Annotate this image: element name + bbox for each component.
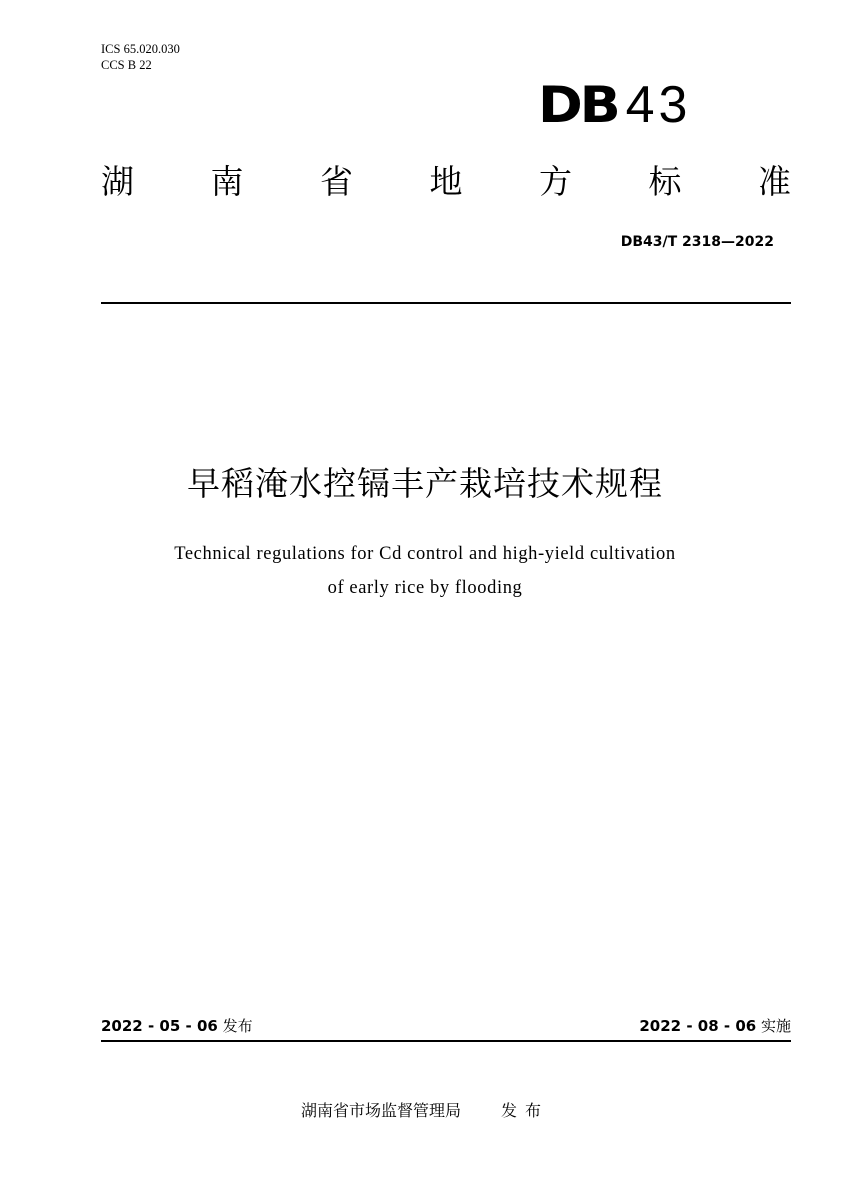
standard-type-heading (101, 160, 791, 204)
standard-type-char: 方 (539, 162, 572, 201)
standard-type-char: 南 (210, 162, 244, 201)
issue-date: 2022 - 05 - 06 (101, 1017, 218, 1035)
standard-type-char: 地 (429, 162, 463, 201)
standard-type-char: 准 (758, 162, 791, 201)
implementation-label: 实施 (760, 1017, 791, 1035)
implementation-date-line (639, 1016, 791, 1036)
document-title-english (0, 537, 850, 605)
ccs-code: CCS B 22 (101, 58, 152, 72)
classification-codes (101, 41, 180, 73)
issuer-organization: 湖南省市场监督管理局 (300, 1101, 461, 1120)
document-title-chinese: 早稻淹水控镉丰产栽培技术规程 (187, 464, 663, 503)
standard-type-char: 省 (320, 162, 353, 201)
standard-code: DB43/T 2318—2022 (620, 234, 774, 250)
bottom-divider (101, 1040, 791, 1042)
issuer-line (0, 1100, 850, 1122)
top-divider (101, 302, 791, 304)
db-logo (538, 76, 692, 134)
title-english-line-2: of early rice by flooding (327, 578, 523, 598)
implementation-date: 2022 - 08 - 06 (639, 1017, 757, 1035)
db-logo-mark: DB (538, 76, 618, 134)
issue-label: 发布 (222, 1017, 253, 1035)
db-logo-number: 43 (625, 76, 692, 134)
issue-date-line (101, 1016, 253, 1036)
standard-type-char: 标 (648, 162, 682, 201)
standard-type-char: 湖 (101, 162, 134, 201)
ics-code: ICS 65.020.030 (101, 42, 180, 56)
title-english-line-1: Technical regulations for Cd control and high-yield cultivation (174, 544, 676, 564)
issuer-label: 发布 (501, 1101, 550, 1120)
